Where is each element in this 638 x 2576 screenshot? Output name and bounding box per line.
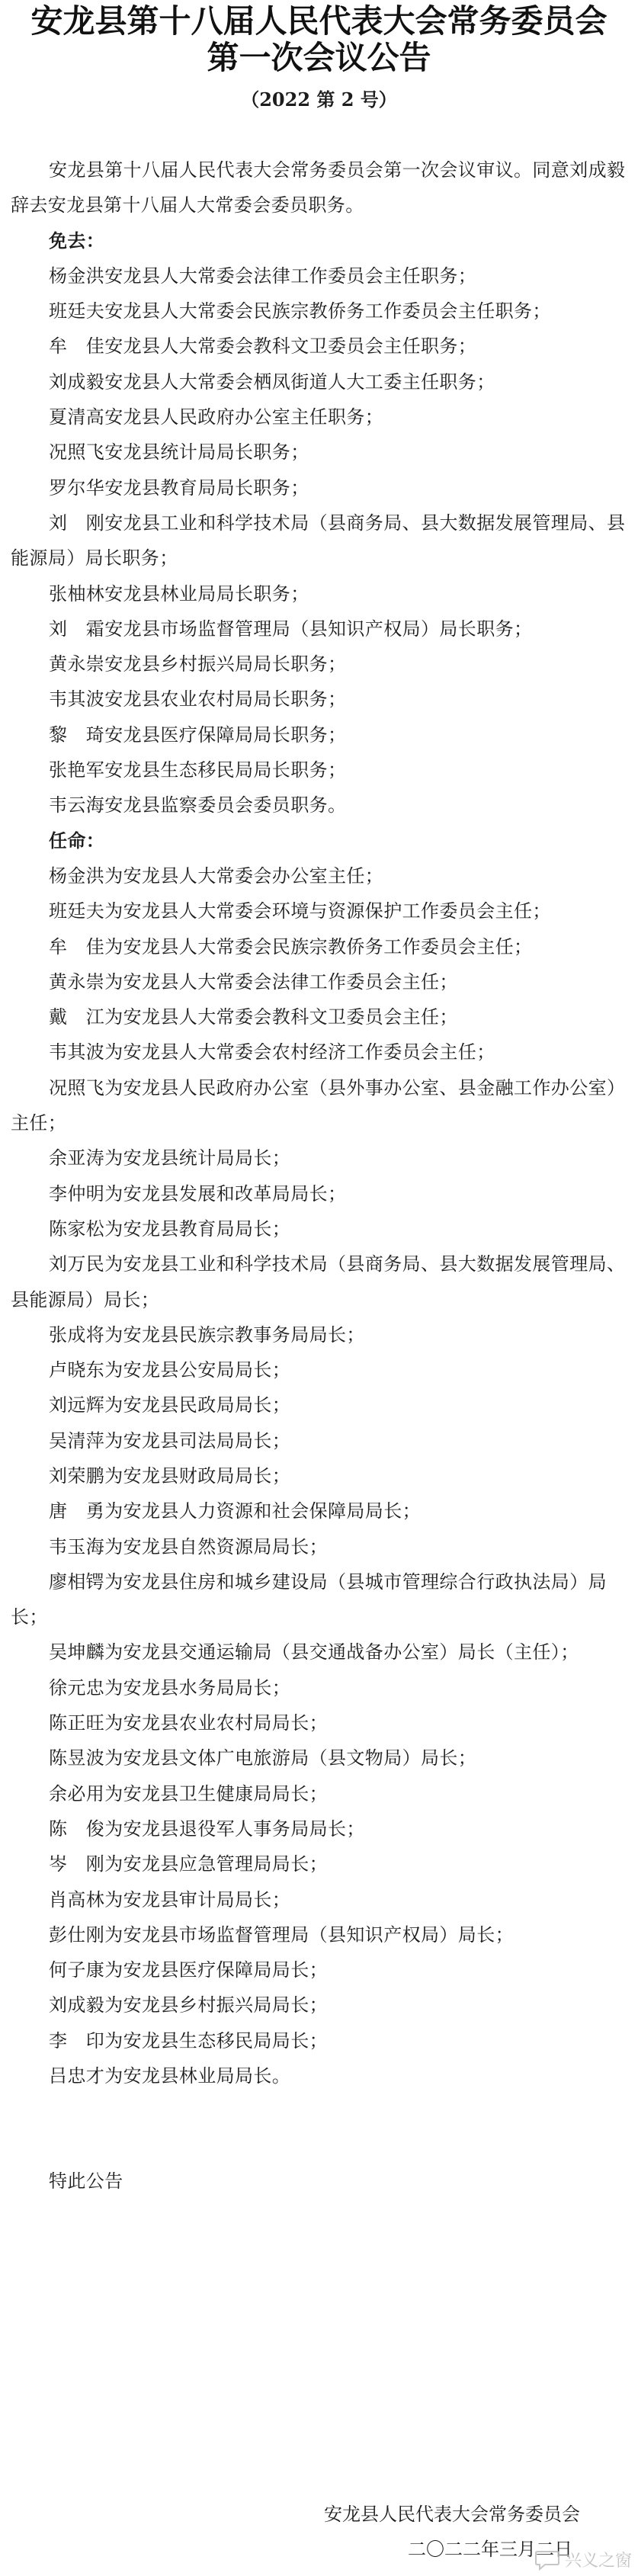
site-watermark <box>534 2548 632 2571</box>
notice-body <box>0 152 638 2199</box>
list-item: 陈家松为安龙县教育局局长； <box>49 1217 291 1240</box>
list-item: 吕忠才为安龙县林业局局长。 <box>49 2065 291 2087</box>
list-item: 刘荣鹏为安龙县财政局局长； <box>49 1464 291 1487</box>
list-item: 牟 佳为安龙县人大常委会民族宗教侨务工作委员会主任； <box>49 935 533 958</box>
list-item: 黄永崇为安龙县人大常委会法律工作委员会主任； <box>49 970 458 993</box>
list-item: 肖高林为安龙县审计局局长； <box>49 1888 291 1910</box>
list-item: 陈 俊为安龙县退役军人事务局局长； <box>49 1817 365 1840</box>
list-item: 杨金洪为安龙县人大常委会办公室主任； <box>49 865 384 887</box>
list-item: 余亚涛为安龙县统计局局长； <box>49 1147 291 1169</box>
speech-bubble-icon <box>534 2549 560 2571</box>
list-item: 班廷夫为安龙县人大常委会环境与资源保护工作委员会主任； <box>49 900 551 922</box>
list-item: 陈正旺为安龙县农业农村局局长； <box>49 1712 328 1734</box>
list-item: 刘远辉为安龙县民政局局长； <box>49 1394 291 1416</box>
appointment-heading: 任命： <box>49 829 105 852</box>
page-title-line1: 安龙县第十八届人民代表大会常务委员会 <box>30 2 608 40</box>
list-item: 黄永崇安龙县乡村振兴局局长职务； <box>49 653 347 675</box>
removal-list <box>11 258 630 823</box>
list-item: 刘成毅安龙县人大常委会栖凤街道人大工委主任职务； <box>49 371 495 393</box>
list-item: 夏清高安龙县人民政府办公室主任职务； <box>49 406 384 428</box>
intro-paragraph: 安龙县第十八届人民代表大会常务委员会第一次会议审议。同意刘成毅辞去安龙县第十八届人大常委会委员职务。 <box>11 159 626 217</box>
list-item: 张柚林安龙县林业局局长职务； <box>49 582 309 605</box>
list-item: 唐 勇为安龙县人力资源和社会保障局局长； <box>49 1500 421 1522</box>
issue-date: 二〇二二年三月二日 <box>408 2539 572 2560</box>
list-item: 张成将为安龙县民族宗教事务局局长； <box>49 1323 365 1346</box>
list-item: 卢晓东为安龙县公安局局长； <box>49 1359 291 1381</box>
list-item: 陈昱波为安龙县文体广电旅游局（县文物局）局长； <box>49 1747 477 1769</box>
list-item: 牟 佳安龙县人大常委会教科文卫委员会主任职务； <box>49 335 477 358</box>
list-item: 张艳军安龙县生态移民局局长职务； <box>49 759 347 781</box>
list-item: 刘成毅为安龙县乡村振兴局局长； <box>49 1994 328 2016</box>
removal-heading: 免去： <box>49 229 105 252</box>
document-number: （2022 第 2 号） <box>241 88 397 111</box>
list-item: 韦玉海为安龙县自然资源局局长； <box>49 1535 328 1557</box>
list-item: 杨金洪安龙县人大常委会法律工作委员会主任职务； <box>49 265 477 287</box>
list-item: 余必用为安龙县卫生健康局局长； <box>49 1782 328 1804</box>
list-item: 韦云海安龙县监察委员会委员职务。 <box>49 794 347 816</box>
list-item: 岑 刚为安龙县应急管理局局长； <box>49 1853 328 1875</box>
list-item: 刘万民为安龙县工业和科学技术局（县商务局、县大数据发展管理局、县能源局）局长； <box>11 1253 626 1310</box>
list-item: 廖相锷为安龙县住房和城乡建设局（县城市管理综合行政执法局）局长； <box>11 1570 607 1628</box>
list-item: 徐元忠为安龙县水务局局长； <box>49 1676 291 1699</box>
appointment-list <box>11 858 630 2093</box>
page-title-line2: 第一次会议公告 <box>207 39 431 76</box>
watermark-text: 兴义之窗 <box>564 2552 632 2571</box>
closing-text: 特此公告 <box>49 2170 123 2193</box>
list-item: 吴坤麟为安龙县交通运输局（县交通战备办公室）局长（主任）； <box>49 1641 579 1663</box>
list-item: 刘 霜安龙县市场监督管理局（县知识产权局）局长职务； <box>49 618 533 640</box>
list-item: 黎 琦安龙县医疗保障局局长职务； <box>49 723 347 746</box>
list-item: 班廷夫安龙县人大常委会民族宗教侨务工作委员会主任职务； <box>49 300 551 322</box>
list-item: 李仲明为安龙县发展和改革局局长； <box>49 1182 347 1205</box>
list-item: 吴清萍为安龙县司法局局长； <box>49 1429 291 1452</box>
list-item: 刘 刚安龙县工业和科学技术局（县商务局、县大数据发展管理局、县能源局）局长职务； <box>11 512 626 569</box>
list-item: 戴 江为安龙县人大常委会教科文卫委员会主任； <box>49 1006 458 1028</box>
list-item: 况照飞为安龙县人民政府办公室（县外事办公室、县金融工作办公室）主任； <box>11 1076 626 1134</box>
list-item: 彭仕刚为安龙县市场监督管理局（县知识产权局）局长； <box>49 1923 514 1946</box>
list-item: 何子康为安龙县医疗保障局局长； <box>49 1959 328 1981</box>
issuer-name: 安龙县人民代表大会常务委员会 <box>324 2504 580 2525</box>
list-item: 李 印为安龙县生态移民局局长； <box>49 2029 328 2051</box>
list-item: 韦其波安龙县农业农村局局长职务； <box>49 688 347 711</box>
list-item: 韦其波为安龙县人大常委会农村经济工作委员会主任； <box>49 1041 495 1063</box>
list-item: 况照飞安龙县统计局局长职务； <box>49 441 309 464</box>
list-item: 罗尔华安龙县教育局局长职务； <box>49 476 309 499</box>
